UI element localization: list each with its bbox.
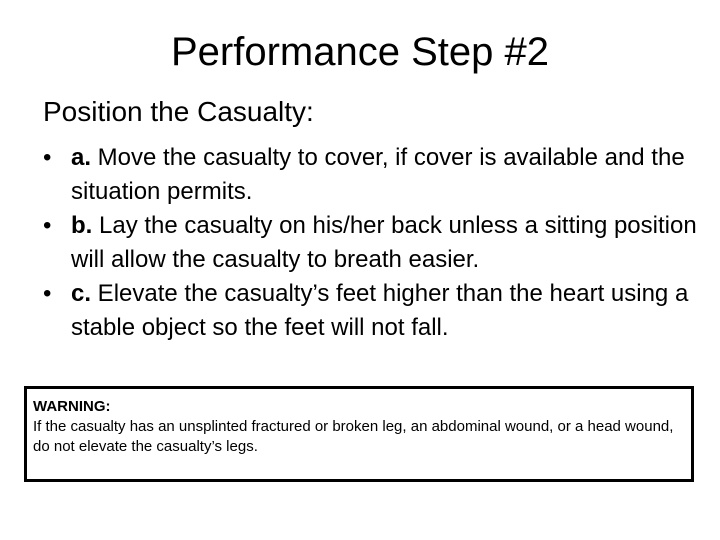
step-prefix: a. (71, 144, 92, 171)
slide-subtitle: Position the Casualty: (43, 96, 314, 127)
step-prefix: c. (71, 280, 92, 307)
bullet-icon: • (43, 280, 52, 307)
warning-text: If the casualty has an unsplinted fractured or broken leg, an abdominal wound, or a head wound, do not elevate the casualty’s legs. (33, 418, 674, 455)
warning-box (24, 386, 694, 482)
step-item-b (43, 209, 708, 277)
slide-title: Performance Step #2 (171, 30, 549, 74)
step-list (43, 141, 708, 345)
warning-title: WARNING: (33, 398, 111, 415)
step-text: Lay the casualty on his/her back unless a sitting position will allow the casualty to breath easier. (71, 212, 697, 273)
step-item-a (43, 141, 708, 209)
step-item-c (43, 277, 708, 345)
bullet-icon: • (43, 144, 52, 171)
step-text: Move the casualty to cover, if cover is available and the situation permits. (71, 144, 685, 205)
bullet-icon: • (43, 212, 52, 239)
step-text: Elevate the casualty’s feet higher than the heart using a stable object so the feet will not fall. (71, 280, 689, 341)
step-prefix: b. (71, 212, 93, 239)
